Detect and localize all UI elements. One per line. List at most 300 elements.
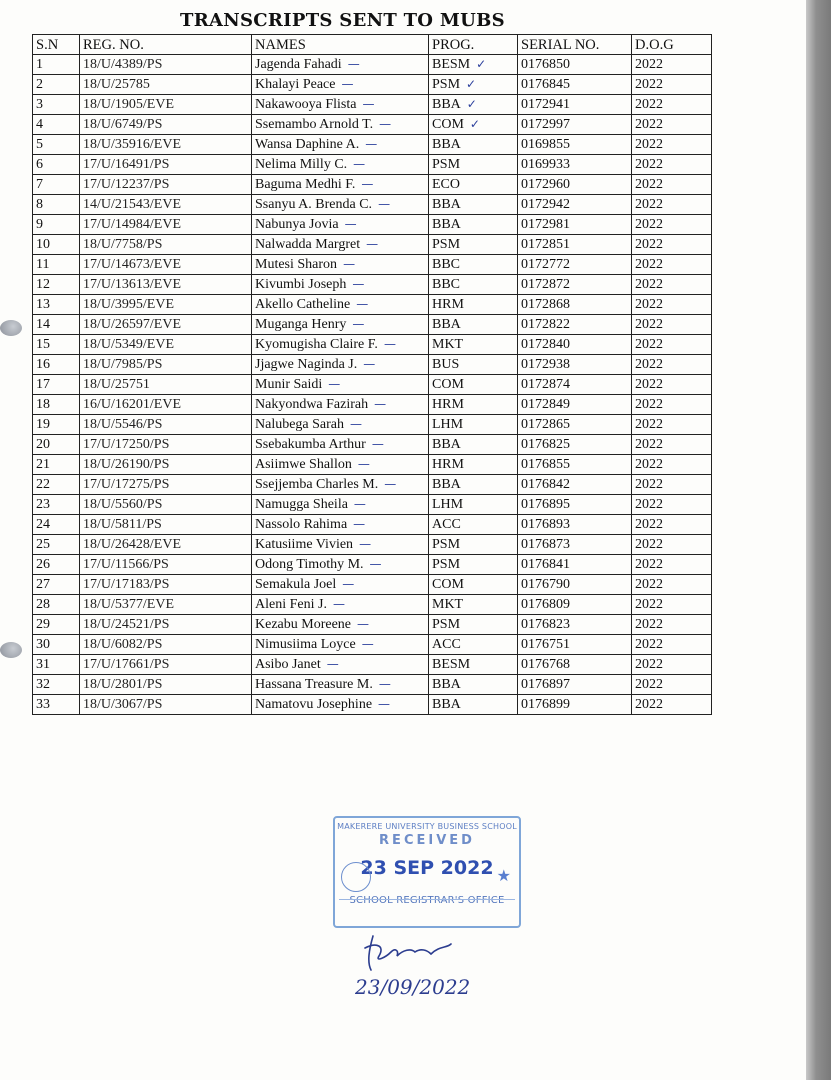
cell-serial (518, 255, 632, 275)
cell-sn (33, 595, 80, 615)
cell-serial-text: 0172941 (521, 96, 570, 112)
check-mark-icon: — (361, 637, 374, 651)
cell-sn-text: 5 (36, 136, 43, 152)
cell-reg-text: 17/U/16491/PS (83, 156, 170, 172)
check-mark-icon: — (379, 117, 392, 131)
cell-sn (33, 695, 80, 715)
cell-serial (518, 475, 632, 495)
cell-reg-text: 18/U/5377/EVE (83, 596, 174, 612)
cell-prog (429, 515, 518, 535)
cell-reg (80, 95, 252, 115)
check-mark-icon: — (383, 337, 396, 351)
cell-serial-text: 0176823 (521, 616, 570, 632)
cell-reg-text: 18/U/25751 (83, 376, 150, 392)
cell-serial (518, 75, 632, 95)
cell-prog-text: MKT (432, 336, 464, 352)
cell-prog-text: PSM (432, 156, 461, 172)
cell-dog-text: 2022 (635, 296, 663, 312)
cell-reg (80, 395, 252, 415)
cell-dog-text: 2022 (635, 596, 663, 612)
cell-dog (632, 475, 712, 495)
cell-reg-text: 17/U/14984/EVE (83, 216, 181, 232)
cell-dog (632, 55, 712, 75)
cell-prog (429, 335, 518, 355)
cell-sn-text: 18 (36, 396, 50, 412)
cell-name (252, 435, 429, 455)
cell-prog-text: BBA (432, 676, 461, 692)
cell-dog-text: 2022 (635, 276, 663, 292)
table-row (33, 475, 712, 495)
cell-reg-text: 16/U/16201/EVE (83, 396, 181, 412)
cell-serial (518, 315, 632, 335)
cell-serial-text: 0172772 (521, 256, 570, 272)
cell-reg (80, 195, 252, 215)
table-row (33, 295, 712, 315)
cell-reg-text: 18/U/2801/PS (83, 676, 163, 692)
cell-serial-text: 0176850 (521, 56, 570, 72)
table-row (33, 415, 712, 435)
cell-reg-text: 18/U/5560/PS (83, 496, 163, 512)
cell-reg (80, 115, 252, 135)
cell-serial-text: 0172822 (521, 316, 570, 332)
table-row (33, 395, 712, 415)
table-row (33, 315, 712, 335)
cell-serial-text: 0176873 (521, 536, 570, 552)
cell-reg (80, 75, 252, 95)
cell-dog (632, 115, 712, 135)
cell-reg-text: 18/U/5811/PS (83, 516, 162, 532)
stamp-institution: MAKERERE UNIVERSITY BUSINESS SCHOOL (337, 822, 517, 831)
cell-sn (33, 155, 80, 175)
cell-prog (429, 215, 518, 235)
cell-reg (80, 555, 252, 575)
cell-prog (429, 455, 518, 475)
cell-prog (429, 475, 518, 495)
check-mark-icon: — (365, 137, 378, 151)
cell-serial-text: 0169855 (521, 136, 570, 152)
check-mark-icon: — (353, 157, 366, 171)
cell-prog-text: ACC (432, 516, 461, 532)
school-seal-icon (341, 862, 371, 892)
cell-dog-text: 2022 (635, 556, 663, 572)
cell-dog-text: 2022 (635, 336, 663, 352)
cell-name (252, 235, 429, 255)
table-row (33, 95, 712, 115)
cell-name (252, 475, 429, 495)
cell-reg-text: 18/U/3995/EVE (83, 296, 174, 312)
cell-name-text: Nimusiima Loyce (255, 637, 356, 652)
cell-sn (33, 555, 80, 575)
cell-name (252, 195, 429, 215)
cell-sn-text: 3 (36, 96, 43, 112)
cell-sn-text: 1 (36, 56, 43, 72)
check-mark-icon: — (361, 177, 374, 191)
check-mark-icon: ✓ (466, 97, 477, 111)
cell-reg (80, 415, 252, 435)
cell-sn-text: 10 (36, 236, 50, 252)
check-mark-icon: — (371, 437, 384, 451)
cell-sn (33, 295, 80, 315)
cell-name-text: Baguma Medhi F. (255, 177, 356, 192)
cell-prog (429, 135, 518, 155)
cell-reg-text: 18/U/6749/PS (83, 116, 163, 132)
cell-prog (429, 75, 518, 95)
cell-reg-text: 18/U/26428/EVE (83, 536, 181, 552)
cell-dog (632, 435, 712, 455)
cell-name-text: Nelima Milly C. (255, 157, 348, 172)
star-icon: ★ (496, 866, 511, 885)
cell-name (252, 495, 429, 515)
cell-serial-text: 0176825 (521, 436, 570, 452)
cell-name-text: Wansa Daphine A. (255, 137, 360, 152)
cell-serial (518, 675, 632, 695)
cell-reg-text: 18/U/24521/PS (83, 616, 170, 632)
document-title: TRANSCRIPTS SENT TO MUBS (180, 10, 505, 31)
cell-dog-text: 2022 (635, 176, 663, 192)
table-body (33, 55, 712, 715)
cell-name-text: Ssebakumba Arthur (255, 437, 366, 452)
cell-prog (429, 635, 518, 655)
cell-serial-text: 0172874 (521, 376, 570, 392)
cell-name (252, 155, 429, 175)
cell-serial (518, 135, 632, 155)
cell-sn-text: 26 (36, 556, 50, 572)
check-mark-icon: ✓ (466, 77, 477, 91)
cell-serial-text: 0176855 (521, 456, 570, 472)
cell-serial (518, 235, 632, 255)
cell-sn (33, 635, 80, 655)
cell-reg (80, 575, 252, 595)
check-mark-icon: — (362, 97, 375, 111)
cell-serial (518, 375, 632, 395)
cell-sn (33, 95, 80, 115)
check-mark-icon: — (343, 257, 356, 271)
cell-sn (33, 535, 80, 555)
cell-name (252, 675, 429, 695)
table-row (33, 355, 712, 375)
cell-name-text: Namugga Sheila (255, 497, 348, 512)
table-row (33, 435, 712, 455)
cell-dog-text: 2022 (635, 256, 663, 272)
cell-name-text: Muganga Henry (255, 317, 347, 332)
cell-dog (632, 415, 712, 435)
cell-serial-text: 0172981 (521, 216, 570, 232)
hole-punch-upper (0, 320, 22, 336)
cell-prog-text: PSM (432, 77, 461, 92)
received-stamp (333, 816, 521, 928)
cell-name-text: Hassana Treasure M. (255, 677, 373, 692)
table-row (33, 695, 712, 715)
cell-prog (429, 255, 518, 275)
cell-name (252, 555, 429, 575)
cell-name-text: Jagenda Fahadi (255, 57, 342, 72)
cell-name (252, 315, 429, 335)
cell-serial (518, 655, 632, 675)
table-row (33, 175, 712, 195)
cell-dog-text: 2022 (635, 116, 663, 132)
cell-serial (518, 155, 632, 175)
check-mark-icon: — (353, 497, 366, 511)
cell-name-text: Khalayi Peace (255, 77, 336, 92)
header-serial-no: SERIAL NO. (518, 35, 632, 55)
cell-serial-text: 0172872 (521, 276, 570, 292)
cell-prog (429, 655, 518, 675)
cell-serial (518, 55, 632, 75)
cell-prog-text: PSM (432, 616, 461, 632)
cell-reg-text: 18/U/4389/PS (83, 56, 163, 72)
cell-sn (33, 415, 80, 435)
cell-sn-text: 17 (36, 376, 50, 392)
cell-dog-text: 2022 (635, 456, 663, 472)
table-row (33, 135, 712, 155)
cell-prog-text: ACC (432, 636, 461, 652)
scan-edge-shadow (806, 0, 831, 1080)
cell-name-text: Jjagwe Naginda J. (255, 357, 358, 372)
cell-sn-text: 31 (36, 656, 50, 672)
cell-prog-text: BBA (432, 196, 461, 212)
cell-sn-text: 23 (36, 496, 50, 512)
cell-sn (33, 575, 80, 595)
stamp-office: SCHOOL REGISTRAR'S OFFICE (349, 895, 505, 906)
cell-name (252, 635, 429, 655)
table-row (33, 195, 712, 215)
cell-dog (632, 355, 712, 375)
cell-name (252, 575, 429, 595)
cell-sn (33, 375, 80, 395)
cell-sn-text: 30 (36, 636, 50, 652)
cell-dog-text: 2022 (635, 496, 663, 512)
cell-reg (80, 595, 252, 615)
cell-serial (518, 115, 632, 135)
cell-reg (80, 335, 252, 355)
cell-reg (80, 535, 252, 555)
check-mark-icon: — (357, 457, 370, 471)
cell-name-text: Nalwadda Margret (255, 237, 361, 252)
cell-reg-text: 17/U/14673/EVE (83, 256, 181, 272)
cell-name (252, 595, 429, 615)
check-mark-icon: — (356, 297, 369, 311)
cell-serial-text: 0172997 (521, 116, 570, 132)
cell-sn-text: 19 (36, 416, 50, 432)
cell-reg (80, 695, 252, 715)
cell-reg (80, 235, 252, 255)
cell-prog (429, 115, 518, 135)
hole-punch-lower (0, 642, 22, 658)
cell-dog (632, 595, 712, 615)
cell-prog-text: BBA (432, 316, 461, 332)
cell-reg-text: 17/U/12237/PS (83, 176, 170, 192)
table-row (33, 215, 712, 235)
cell-dog-text: 2022 (635, 636, 663, 652)
cell-serial (518, 435, 632, 455)
cell-sn-text: 29 (36, 616, 50, 632)
cell-reg (80, 275, 252, 295)
cell-serial (518, 95, 632, 115)
cell-name-text: Nakyondwa Fazirah (255, 397, 369, 412)
table-row (33, 535, 712, 555)
cell-prog-text: BUS (432, 356, 460, 372)
cell-dog (632, 155, 712, 175)
cell-dog-text: 2022 (635, 76, 663, 92)
cell-dog-text: 2022 (635, 156, 663, 172)
cell-dog-text: 2022 (635, 236, 663, 252)
cell-prog-text: BBA (432, 436, 461, 452)
cell-reg-text: 18/U/5349/EVE (83, 336, 174, 352)
cell-dog (632, 235, 712, 255)
cell-name (252, 355, 429, 375)
cell-dog-text: 2022 (635, 696, 663, 712)
cell-reg-text: 18/U/7758/PS (83, 236, 163, 252)
cell-dog (632, 255, 712, 275)
cell-sn-text: 8 (36, 196, 43, 212)
cell-name (252, 455, 429, 475)
cell-sn (33, 75, 80, 95)
cell-sn-text: 28 (36, 596, 50, 612)
cell-dog (632, 315, 712, 335)
cell-dog (632, 335, 712, 355)
cell-prog-text: BBA (432, 97, 461, 112)
cell-dog-text: 2022 (635, 576, 663, 592)
stamp-divider (339, 899, 515, 900)
table-row (33, 255, 712, 275)
cell-dog (632, 375, 712, 395)
cell-name-text: Asibo Janet (255, 657, 321, 672)
cell-name (252, 55, 429, 75)
check-mark-icon: — (326, 657, 339, 671)
cell-name (252, 395, 429, 415)
cell-reg (80, 155, 252, 175)
cell-prog-text: MKT (432, 596, 464, 612)
cell-serial (518, 215, 632, 235)
cell-name (252, 695, 429, 715)
header-names: NAMES (252, 35, 429, 55)
cell-sn-text: 22 (36, 476, 50, 492)
cell-dog-text: 2022 (635, 416, 663, 432)
cell-prog-text: COM (432, 376, 464, 392)
cell-reg (80, 295, 252, 315)
cell-serial (518, 515, 632, 535)
check-mark-icon: — (384, 477, 397, 491)
cell-dog-text: 2022 (635, 656, 663, 672)
cell-dog (632, 675, 712, 695)
cell-dog-text: 2022 (635, 676, 663, 692)
cell-reg-text: 18/U/26597/EVE (83, 316, 181, 332)
cell-dog (632, 75, 712, 95)
cell-prog-text: BBA (432, 216, 461, 232)
cell-serial-text: 0176768 (521, 656, 570, 672)
cell-prog-text: BBA (432, 476, 461, 492)
cell-prog-text: BBA (432, 696, 461, 712)
cell-name (252, 335, 429, 355)
cell-dog-text: 2022 (635, 56, 663, 72)
cell-prog-text: LHM (432, 496, 464, 512)
cell-reg-text: 18/U/35916/EVE (83, 136, 181, 152)
cell-sn (33, 495, 80, 515)
check-mark-icon: — (332, 597, 345, 611)
cell-prog-text: HRM (432, 296, 464, 312)
cell-name (252, 215, 429, 235)
cell-name (252, 275, 429, 295)
cell-serial-text: 0172942 (521, 196, 570, 212)
cell-sn (33, 395, 80, 415)
cell-prog-text: HRM (432, 396, 464, 412)
cell-sn (33, 255, 80, 275)
cell-prog (429, 195, 518, 215)
cell-name-text: Nakawooya Flista (255, 97, 357, 112)
cell-reg (80, 455, 252, 475)
cell-prog-text: COM (432, 117, 464, 132)
cell-prog-text: PSM (432, 536, 461, 552)
cell-prog-text: PSM (432, 556, 461, 572)
header-dog: D.O.G (632, 35, 712, 55)
check-mark-icon: — (366, 237, 379, 251)
cell-serial (518, 275, 632, 295)
cell-reg-text: 14/U/21543/EVE (83, 196, 181, 212)
cell-serial (518, 495, 632, 515)
cell-sn-text: 27 (36, 576, 50, 592)
cell-reg-text: 17/U/17250/PS (83, 436, 170, 452)
table-row (33, 75, 712, 95)
cell-serial (518, 455, 632, 475)
table-row (33, 155, 712, 175)
cell-prog-text: COM (432, 576, 464, 592)
check-mark-icon: — (350, 417, 363, 431)
cell-prog (429, 415, 518, 435)
table-row (33, 575, 712, 595)
cell-reg (80, 475, 252, 495)
cell-reg (80, 55, 252, 75)
cell-serial (518, 635, 632, 655)
cell-name (252, 375, 429, 395)
cell-sn (33, 355, 80, 375)
header-sn: S.N (33, 35, 80, 55)
cell-sn (33, 515, 80, 535)
cell-serial (518, 555, 632, 575)
cell-serial-text: 0176899 (521, 696, 570, 712)
cell-sn-text: 15 (36, 336, 50, 352)
cell-dog (632, 135, 712, 155)
handwritten-signature (355, 928, 525, 1008)
cell-serial (518, 355, 632, 375)
cell-sn (33, 195, 80, 215)
cell-sn-text: 14 (36, 316, 50, 332)
check-mark-icon: — (347, 57, 360, 71)
table-row (33, 595, 712, 615)
cell-reg-text: 18/U/7985/PS (83, 356, 163, 372)
cell-dog (632, 615, 712, 635)
cell-sn (33, 475, 80, 495)
cell-reg (80, 255, 252, 275)
cell-reg-text: 17/U/13613/EVE (83, 276, 181, 292)
cell-reg-text: 18/U/5546/PS (83, 416, 163, 432)
cell-prog-text: HRM (432, 456, 464, 472)
cell-serial-text: 0176842 (521, 476, 570, 492)
cell-name-text: Aleni Feni J. (255, 597, 327, 612)
check-mark-icon: — (374, 397, 387, 411)
cell-reg (80, 135, 252, 155)
cell-sn (33, 315, 80, 335)
cell-serial (518, 615, 632, 635)
cell-dog (632, 215, 712, 235)
cell-name (252, 295, 429, 315)
cell-sn (33, 615, 80, 635)
cell-reg (80, 655, 252, 675)
check-mark-icon: — (357, 617, 370, 631)
check-mark-icon: — (352, 317, 365, 331)
cell-reg (80, 215, 252, 235)
cell-prog-text: ECO (432, 176, 460, 192)
cell-prog (429, 615, 518, 635)
